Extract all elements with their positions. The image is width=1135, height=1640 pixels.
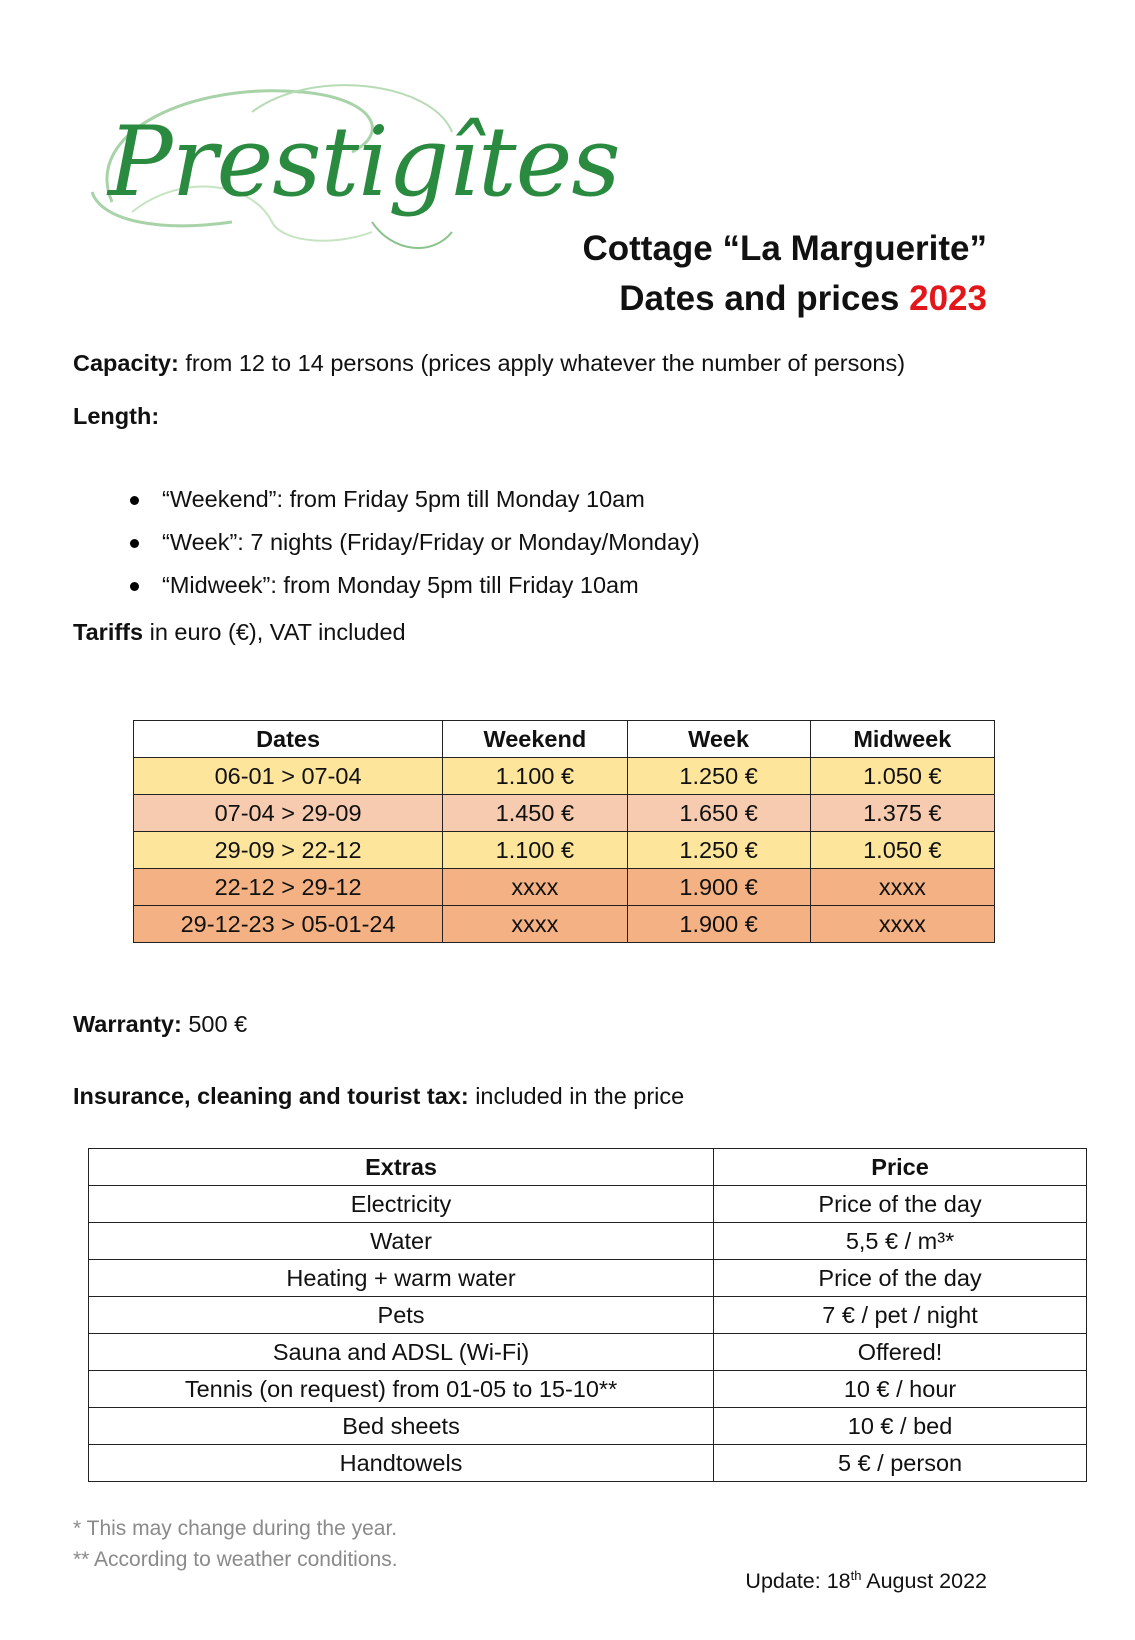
table-cell: 1.900 € <box>627 869 810 906</box>
table-cell: 1.250 € <box>627 832 810 869</box>
table-cell: 1.100 € <box>443 758 627 795</box>
table-cell: 22-12 > 29-12 <box>134 869 443 906</box>
extras-table <box>88 1148 1087 1482</box>
table-cell: 1.050 € <box>810 758 994 795</box>
table-cell: Pets <box>89 1297 714 1334</box>
length-list <box>130 478 700 607</box>
table-cell: 10 € / hour <box>714 1371 1087 1408</box>
warranty-line <box>73 1009 247 1039</box>
column-header: Midweek <box>810 721 994 758</box>
table-cell: xxxx <box>443 906 627 943</box>
bullet-icon <box>130 582 139 591</box>
capacity-label: Capacity: <box>73 350 179 376</box>
table-row <box>134 758 995 795</box>
tariffs-intro-text: in euro (€), VAT included <box>143 619 406 645</box>
column-header: Extras <box>89 1149 714 1186</box>
table-header-row <box>89 1149 1087 1186</box>
footnote-change: * This may change during the year. <box>73 1517 398 1540</box>
table-cell: xxxx <box>810 906 994 943</box>
table-cell: 5 € / person <box>714 1445 1087 1482</box>
table-cell: 1.375 € <box>810 795 994 832</box>
table-cell: Sauna and ADSL (Wi-Fi) <box>89 1334 714 1371</box>
table-cell: Water <box>89 1223 714 1260</box>
insurance-label: Insurance, cleaning and tourist tax: <box>73 1083 469 1109</box>
length-label: Length: <box>73 403 160 429</box>
table-row <box>134 906 995 943</box>
table-cell: xxxx <box>443 869 627 906</box>
list-item: “Week”: 7 nights (Friday/Friday or Monday/Monday) <box>130 521 700 564</box>
prestigites-logo <box>72 72 620 262</box>
footnote-weather: ** According to weather conditions. <box>73 1548 398 1571</box>
column-header: Price <box>714 1149 1087 1186</box>
warranty-label: Warranty: <box>73 1011 182 1037</box>
table-cell: 7 € / pet / night <box>714 1297 1087 1334</box>
table-cell: 06-01 > 07-04 <box>134 758 443 795</box>
tariffs-label: Tariffs <box>73 619 144 645</box>
table-row <box>89 1445 1087 1482</box>
table-header-row <box>134 721 995 758</box>
table-cell: 1.450 € <box>443 795 627 832</box>
table-cell: 1.900 € <box>627 906 810 943</box>
table-cell: 1.250 € <box>627 758 810 795</box>
title-dates-and-prices: Dates and prices 2023 <box>619 279 987 318</box>
table-row <box>89 1260 1087 1297</box>
table-row <box>89 1371 1087 1408</box>
table-cell: 1.650 € <box>627 795 810 832</box>
column-header: Week <box>627 721 810 758</box>
bullet-icon <box>130 496 139 505</box>
document-title <box>583 224 988 324</box>
table-row <box>89 1223 1087 1260</box>
table-cell: 29-12-23 > 05-01-24 <box>134 906 443 943</box>
tariffs-table <box>133 720 995 943</box>
table-cell: 07-04 > 29-09 <box>134 795 443 832</box>
table-row <box>134 795 995 832</box>
title-cottage-name: Cottage “La Marguerite” <box>582 229 987 268</box>
update-date: Update: 18th August 2022 <box>745 1568 987 1594</box>
table-cell: Offered! <box>714 1334 1087 1371</box>
table-cell: 1.050 € <box>810 832 994 869</box>
table-row <box>89 1297 1087 1334</box>
table-cell: xxxx <box>810 869 994 906</box>
table-cell: 5,5 € / m³* <box>714 1223 1087 1260</box>
list-item: “Midweek”: from Monday 5pm till Friday 10am <box>130 564 700 607</box>
capacity-text: from 12 to 14 persons (prices apply whatever the number of persons) <box>178 350 906 376</box>
table-row <box>89 1408 1087 1445</box>
column-header: Weekend <box>443 721 627 758</box>
insurance-text: included in the price <box>468 1083 685 1109</box>
list-item: “Weekend”: from Friday 5pm till Monday 10am <box>130 478 700 521</box>
table-row <box>134 832 995 869</box>
table-cell: Bed sheets <box>89 1408 714 1445</box>
title-year: 2023 <box>909 279 987 318</box>
table-cell: Price of the day <box>714 1260 1087 1297</box>
table-cell: Heating + warm water <box>89 1260 714 1297</box>
bullet-icon <box>130 539 139 548</box>
table-cell: 10 € / bed <box>714 1408 1087 1445</box>
column-header: Dates <box>134 721 443 758</box>
table-cell: Handtowels <box>89 1445 714 1482</box>
logo-wordmark: Prestigîtes <box>108 106 620 218</box>
table-cell: Electricity <box>89 1186 714 1223</box>
table-row <box>134 869 995 906</box>
table-cell: Price of the day <box>714 1186 1087 1223</box>
capacity-line <box>73 348 905 378</box>
table-row <box>89 1334 1087 1371</box>
warranty-text: 500 € <box>181 1011 248 1037</box>
table-cell: 29-09 > 22-12 <box>134 832 443 869</box>
table-row <box>89 1186 1087 1223</box>
table-cell: Tennis (on request) from 01-05 to 15-10** <box>89 1371 714 1408</box>
tariffs-intro-line <box>73 617 406 647</box>
table-cell: 1.100 € <box>443 832 627 869</box>
insurance-line <box>73 1081 684 1111</box>
length-line <box>73 401 159 431</box>
